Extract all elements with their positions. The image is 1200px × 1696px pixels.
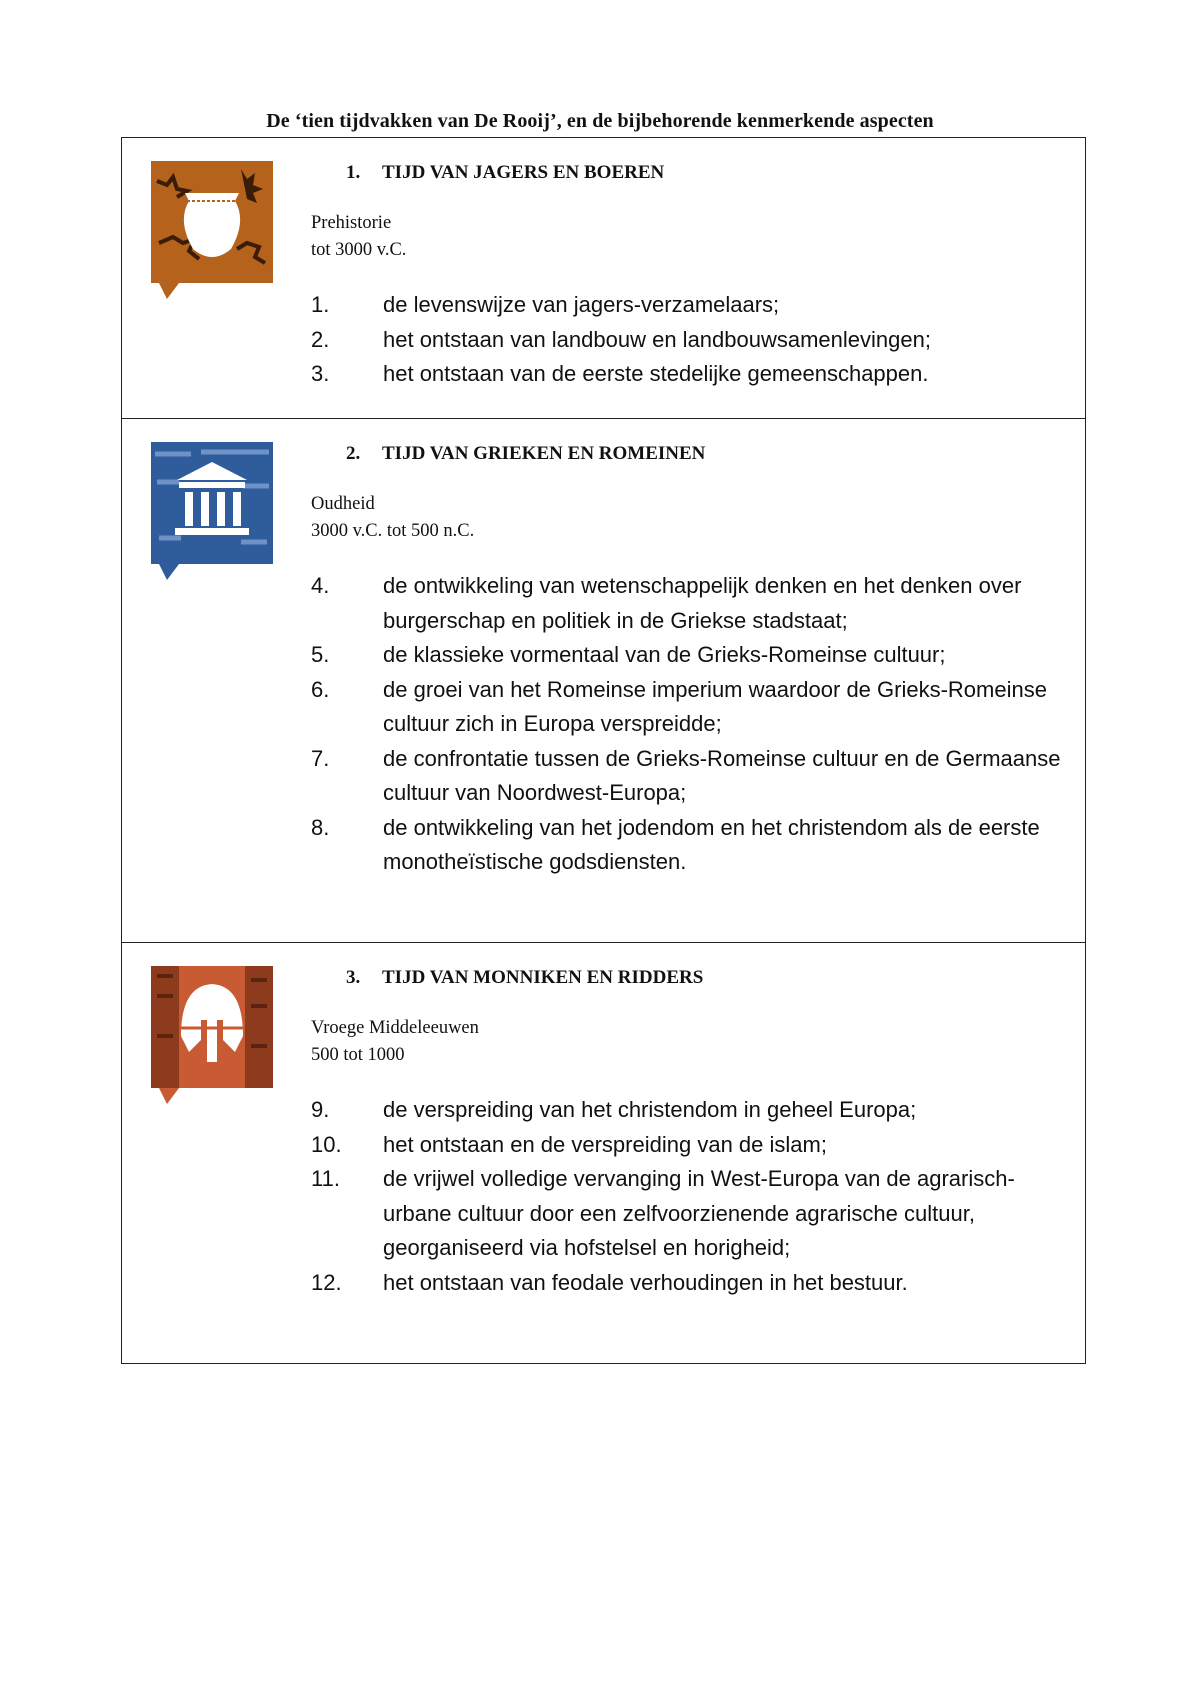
period-name: Vroege Middeleeuwen bbox=[311, 1018, 479, 1038]
era-heading: 3. TIJD VAN MONNIKEN EN RIDDERS bbox=[346, 967, 704, 988]
list-item: 3. het ontstaan van de eerste stedelijke gemeenschappen. bbox=[311, 361, 929, 386]
list-item: 6. de groei van het Romeinse imperium waardoor de Grieks-Romeinse cultuur zich in Europa verspreidde; bbox=[311, 676, 1047, 736]
era-heading: 1. TIJD VAN JAGERS EN BOEREN bbox=[346, 162, 665, 183]
list-item: 10. het ontstaan en de verspreiding van de islam; bbox=[311, 1131, 827, 1157]
aspects-list bbox=[311, 288, 1071, 392]
list-item: 9. de verspreiding van het christendom in geheel Europa; bbox=[311, 1097, 917, 1122]
era-section-3 bbox=[122, 943, 1085, 1363]
list-item: 7. de confrontatie tussen de Grieks-Romeinse cultuur en de Germaanse cultuur van Noordwest-Europa; bbox=[311, 745, 1061, 805]
list-item: 2. het ontstaan van landbouw en landbouwsamenlevingen; bbox=[311, 326, 931, 352]
document-title: De ‘tien tijdvakken van De Rooij’, en de bijbehorende kenmerkende aspecten bbox=[266, 110, 934, 132]
list-item: 1. de levenswijze van jagers-verzamelaars; bbox=[311, 292, 780, 317]
era-heading: 2. TIJD VAN GRIEKEN EN ROMEINEN bbox=[346, 443, 706, 464]
list-item: 11. de vrijwel volledige vervanging in West-Europa van de agrarisch-urbane cultuur door een zelfvoorzienende agrarische cultuur, georganiseerd via hofstelsel en horigheid; bbox=[311, 1166, 1015, 1260]
knight-helmet-icon bbox=[151, 966, 273, 1104]
period-dates: 500 tot 1000 bbox=[311, 1045, 405, 1065]
era-section-1 bbox=[122, 138, 1085, 419]
greek-temple-icon bbox=[151, 442, 273, 580]
aspects-list bbox=[311, 1093, 1071, 1300]
era-section-2 bbox=[122, 419, 1085, 943]
list-item: 12. het ontstaan van feodale verhoudingen in het bestuur. bbox=[311, 1269, 908, 1295]
list-item: 4. de ontwikkeling van wetenschappelijk denken en het denken over burgerschap en politiek in de Griekse stadstaat; bbox=[311, 573, 1022, 633]
list-item: 8. de ontwikkeling van het jodendom en het christendom als de eerste monotheïstische godsdiensten. bbox=[311, 814, 1040, 874]
prehistoric-pot-icon bbox=[151, 161, 273, 299]
eras-table bbox=[121, 137, 1086, 1364]
period-dates: 3000 v.C. tot 500 n.C. bbox=[311, 521, 475, 541]
period-name: Prehistorie bbox=[311, 213, 392, 233]
aspects-list bbox=[311, 569, 1071, 880]
period-name: Oudheid bbox=[311, 494, 375, 514]
era-period bbox=[311, 491, 474, 545]
era-period bbox=[311, 1015, 479, 1069]
period-dates: tot 3000 v.C. bbox=[311, 240, 407, 260]
era-period bbox=[311, 210, 406, 264]
list-item: 5. de klassieke vormentaal van de Grieks-Romeinse cultuur; bbox=[311, 642, 946, 667]
